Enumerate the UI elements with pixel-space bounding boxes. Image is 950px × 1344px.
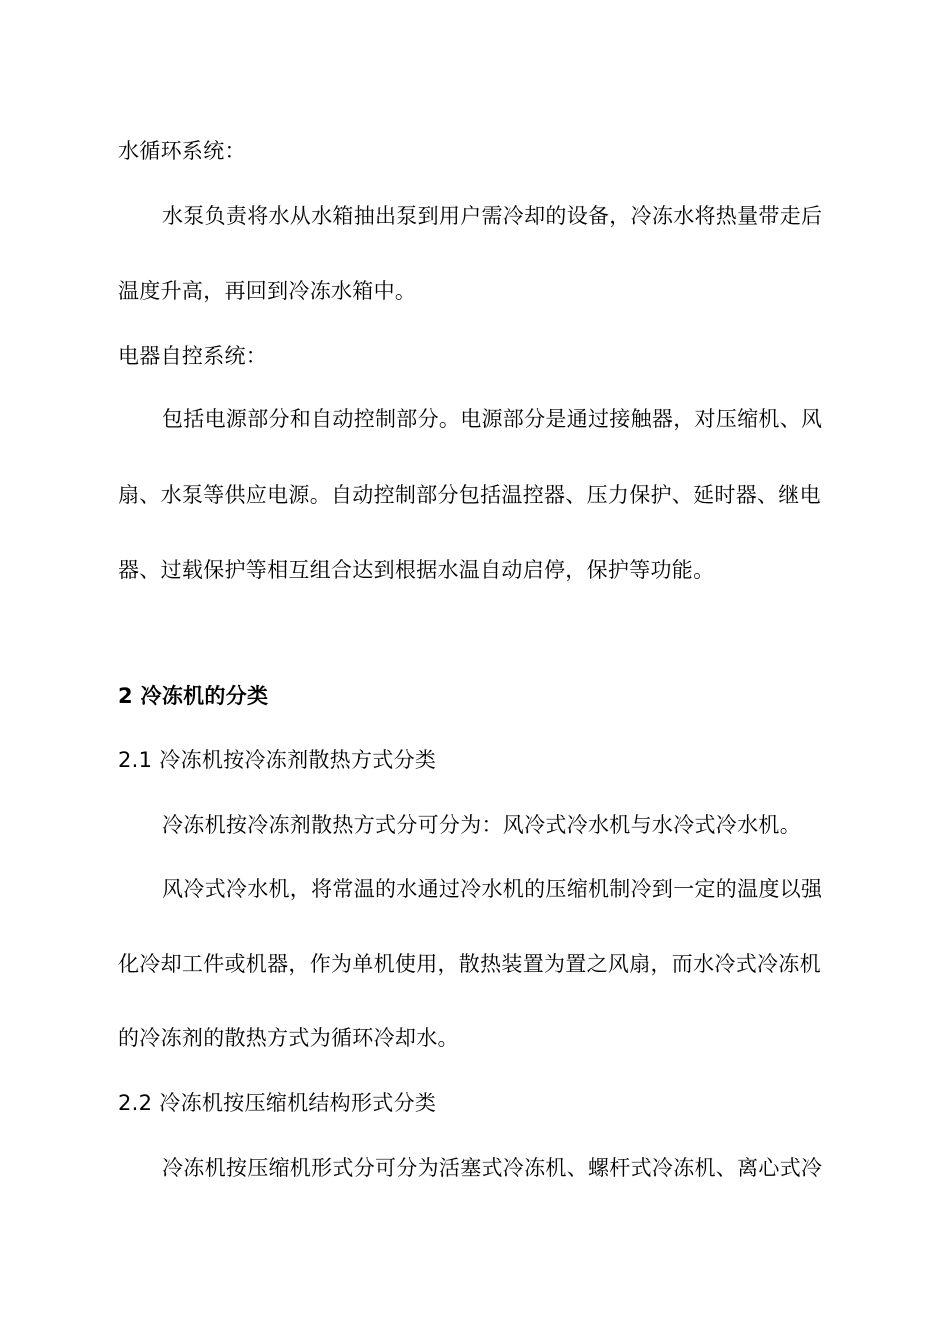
electrical-control-paragraph-line-2: 扇、水泵等供应电源。自动控制部分包括温控器、压力保护、延时器、继电 xyxy=(118,483,821,507)
section-2-1-heading: 2.1 冷冻机按冷冻剂散热方式分类 xyxy=(118,748,437,772)
electrical-control-paragraph-line-1: 包括电源部分和自动控制部分。电源部分是通过接触器，对压缩机、风 xyxy=(162,407,823,431)
electrical-control-heading: 电器自控系统： xyxy=(118,344,268,368)
section-2-1-paragraph-2-line-3: 的冷冻剂的散热方式为循环冷却水。 xyxy=(118,1026,459,1050)
section-2-1-paragraph-2-line-2: 化冷却工件或机器，作为单机使用，散热装置为置之风扇，而水冷式冷冻机 xyxy=(118,952,821,976)
water-circulation-paragraph-line-1: 水泵负责将水从水箱抽出泵到用户需冷却的设备，冷冻水将热量带走后 xyxy=(162,204,823,228)
section-2-2-paragraph-line-1: 冷冻机按压缩机形式分可分为活塞式冷冻机、螺杆式冷冻机、离心式冷 xyxy=(162,1156,823,1180)
section-2-heading: 2 冷冻机的分类 xyxy=(118,684,269,708)
section-2-1-paragraph-2-line-1: 风冷式冷水机，将常温的水通过冷水机的压缩机制冷到一定的温度以强 xyxy=(162,877,823,901)
water-circulation-heading: 水循环系统： xyxy=(118,139,246,163)
water-circulation-paragraph-line-2: 温度升高，再回到冷冻水箱中。 xyxy=(118,279,417,303)
section-2-1-paragraph-1: 冷冻机按冷冻剂散热方式分可分为：风冷式冷水机与水冷式冷水机。 xyxy=(162,813,801,837)
section-2-2-heading: 2.2 冷冻机按压缩机结构形式分类 xyxy=(118,1091,437,1115)
electrical-control-paragraph-line-3: 器、过载保护等相互组合达到根据水温自动启停，保护等功能。 xyxy=(118,558,715,582)
